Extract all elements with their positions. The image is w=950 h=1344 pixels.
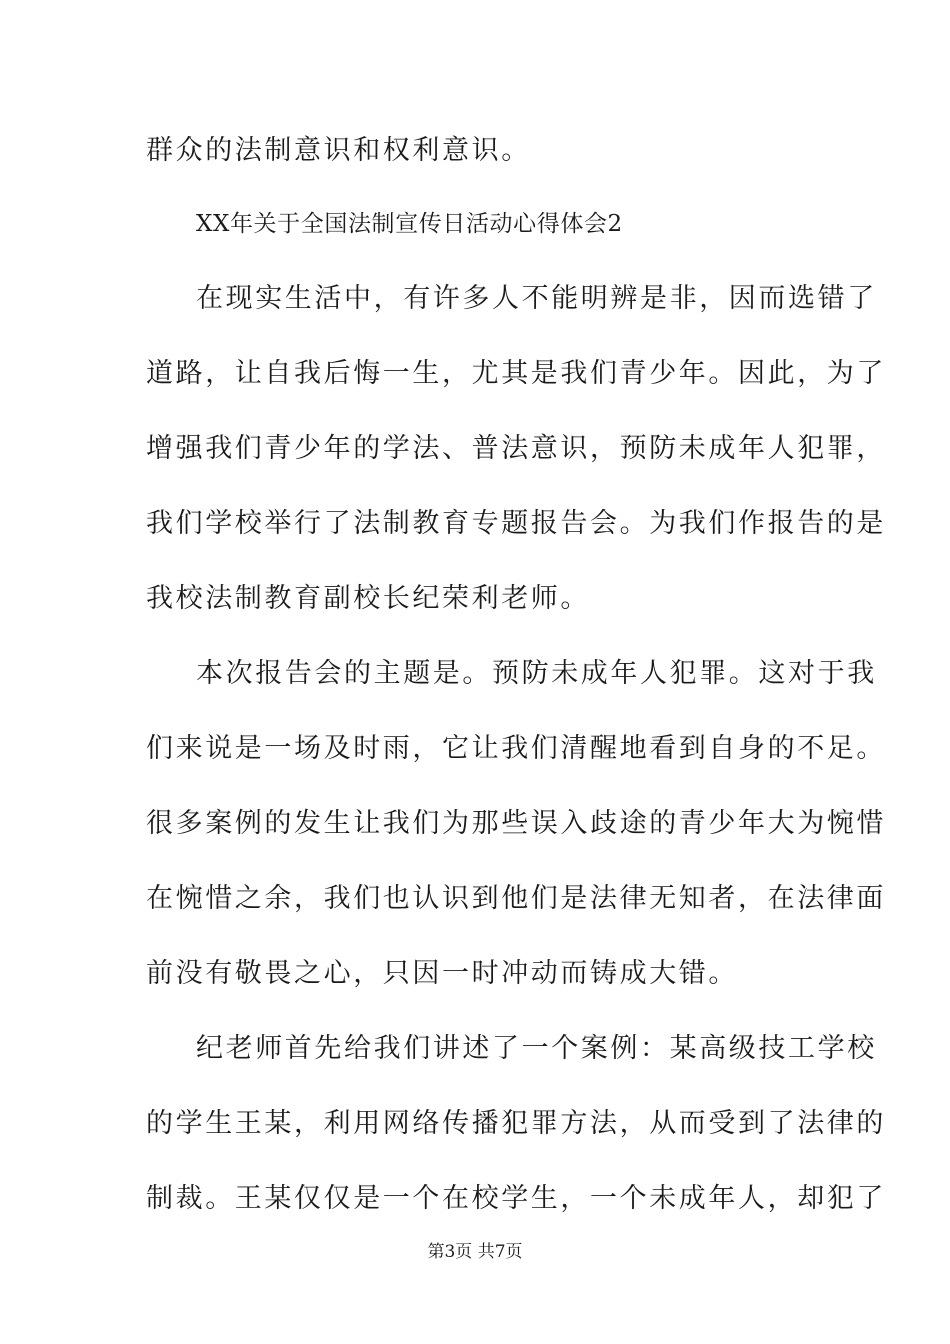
section-heading: XX年关于全国法制宣传日活动心得体会2	[196, 211, 623, 237]
text-line-11: 在惋惜之余，我们也认识到他们是法律无知者，在法律面	[146, 883, 886, 914]
text-line-5: 增强我们青少年的学法、普法意识，预防未成年人犯罪，	[146, 433, 886, 464]
text-line-10: 很多案例的发生让我们为那些误入歧途的青少年大为惋惜	[146, 808, 886, 839]
text-line-4: 道路，让自我后悔一生，尤其是我们青少年。因此，为了	[146, 358, 886, 389]
text-line-14: 的学生王某，利用网络传播犯罪方法，从而受到了法律的	[146, 1108, 886, 1139]
text-line-12: 前没有敬畏之心，只因一时冲动而铸成大错。	[146, 958, 738, 989]
text-line-9: 们来说是一场及时雨，它让我们清醒地看到自身的不足。	[146, 733, 886, 764]
page-number-footer: 第3页 共7页	[427, 1242, 523, 1262]
text-line-1: 群众的法制意识和权利意识。	[146, 135, 531, 166]
text-line-8: 本次报告会的主题是。预防未成年人犯罪。这对于我	[196, 658, 877, 689]
text-line-13: 纪老师首先给我们讲述了一个案例：某高级技工学校	[196, 1033, 877, 1064]
text-line-3: 在现实生活中，有许多人不能明辨是非，因而选错了	[196, 283, 877, 314]
text-line-6: 我们学校举行了法制教育专题报告会。为我们作报告的是	[146, 508, 886, 539]
text-line-15: 制裁。王某仅仅是一个在校学生，一个未成年人，却犯了	[146, 1183, 886, 1214]
text-line-7: 我校法制教育副校长纪荣利老师。	[146, 583, 590, 614]
